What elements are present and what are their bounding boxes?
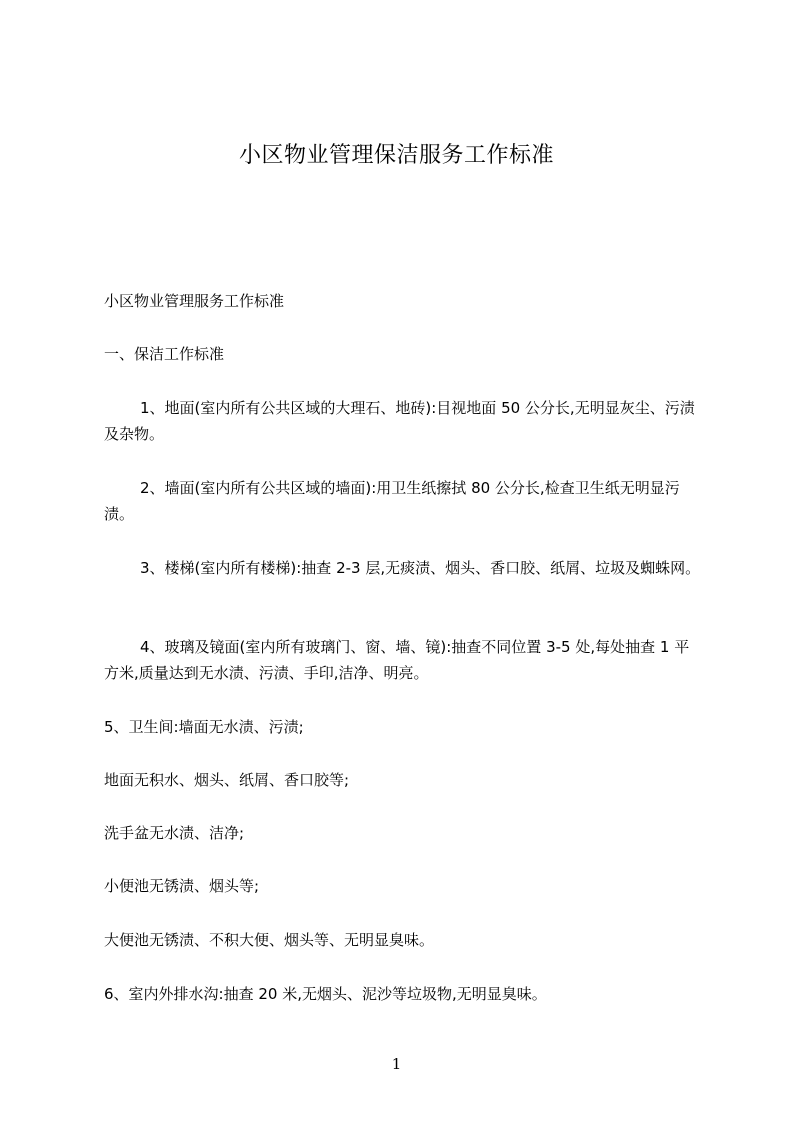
restroom-sink-line: 洗手盆无水渍、洁净; (104, 824, 245, 842)
standard-item-5: 5、卫生间:墙面无水渍、污渍; (104, 718, 304, 736)
standard-item-1: 1、地面(室内所有公共区域的大理石、地砖):目视地面 50 公分长,无明显灰尘、污渍及杂物。 (104, 399, 695, 443)
restroom-toilet-line: 大便池无锈渍、不积大便、烟头等、无明显臭味。 (104, 931, 435, 949)
standard-item-2: 2、墙面(室内所有公共区域的墙面):用卫生纸擦拭 80 公分长,检查卫生纸无明显污渍。 (104, 479, 680, 523)
subsection-heading: 一、保洁工作标准 (104, 345, 225, 363)
restroom-floor-line: 地面无积水、烟头、纸屑、香口胶等; (104, 771, 350, 789)
page-title: 小区物业管理保洁服务工作标准 (238, 143, 554, 168)
restroom-urinal-line: 小便池无锈渍、烟头等; (104, 877, 260, 895)
standard-item-3: 3、楼梯(室内所有楼梯):抽查 2-3 层,无痰渍、烟头、香口胶、纸屑、垃圾及蜘蛛网。 (140, 559, 701, 577)
standard-item-4: 4、玻璃及镜面(室内所有玻璃门、窗、墙、镜):抽查不同位置 3-5 处,每处抽查 1 平方米,质量达到无水渍、污渍、手印,洁净、明亮。 (104, 638, 690, 682)
page-number: 1 (391, 1055, 402, 1073)
section-heading: 小区物业管理服务工作标准 (104, 292, 285, 310)
standard-item-6: 6、室内外排水沟:抽查 20 米,无烟头、泥沙等垃圾物,无明显臭味。 (104, 985, 547, 1003)
